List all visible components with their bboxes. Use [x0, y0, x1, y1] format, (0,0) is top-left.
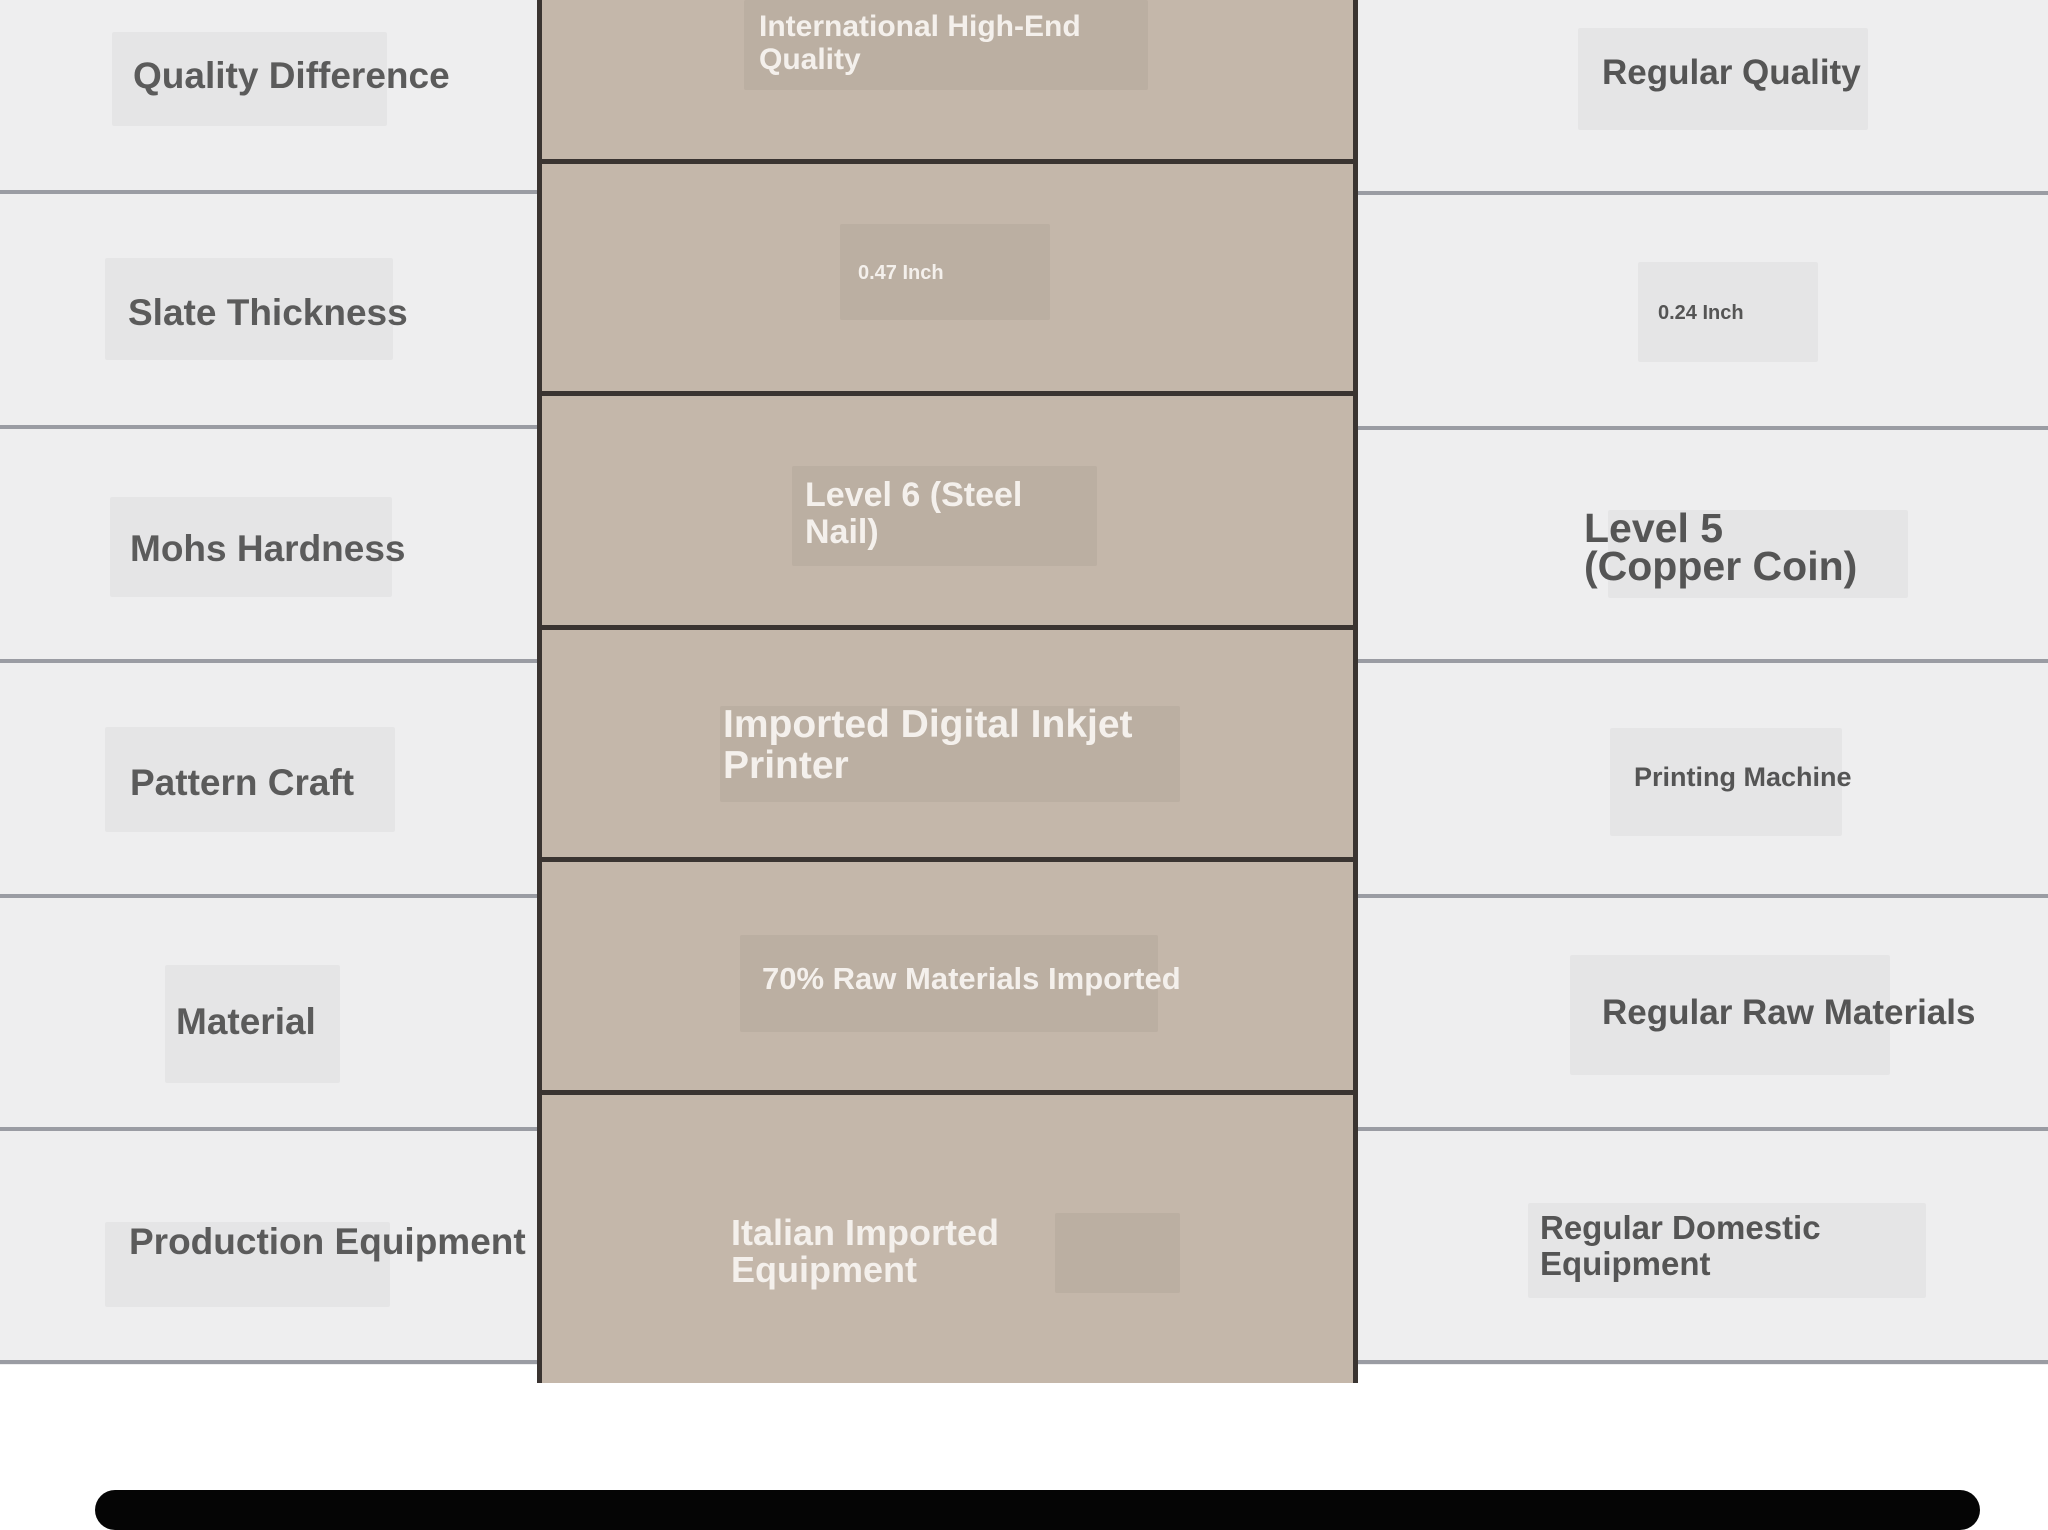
regular-thickness: 0.24 Inch [1658, 302, 1744, 324]
row-label-pattern-craft: Pattern Craft [130, 762, 355, 803]
row-divider [0, 659, 537, 663]
row-divider [1358, 1127, 2048, 1131]
premium-hardness: Level 6 (Steel Nail) [805, 476, 1023, 552]
bottom-bar [95, 1490, 1980, 1530]
row-divider [0, 425, 537, 429]
text-backdrop [1055, 1213, 1180, 1293]
row-divider [0, 894, 537, 898]
premium-thickness: 0.47 Inch [858, 262, 944, 284]
premium-pattern-craft: Imported Digital Inkjet Printer [723, 703, 1133, 787]
row-divider [0, 1127, 537, 1131]
regular-hardness: Level 5 (Copper Coin) [1584, 505, 1858, 589]
premium-material: 70% Raw Materials Imported [762, 961, 1181, 996]
regular-pattern-craft: Printing Machine [1634, 762, 1852, 792]
premium-production-equipment: Italian Imported Equipment [731, 1212, 1000, 1290]
regular-quality: Regular Quality [1602, 53, 1861, 92]
row-divider [537, 1090, 1358, 1095]
row-label-production-equipment: Production Equipment [129, 1221, 526, 1262]
row-divider [1358, 191, 2048, 195]
regular-production-equipment: Regular Domestic Equipment [1540, 1209, 1821, 1283]
row-divider [1358, 426, 2048, 430]
row-divider [0, 190, 537, 194]
row-label-mohs-hardness: Mohs Hardness [130, 528, 406, 569]
row-divider [1358, 894, 2048, 898]
regular-column [1358, 0, 2048, 1365]
row-divider [537, 625, 1358, 630]
row-label-quality-difference: Quality Difference [133, 55, 450, 96]
premium-quality: International High-End Quality [759, 10, 1081, 76]
regular-material: Regular Raw Materials [1602, 993, 1976, 1032]
premium-column [537, 0, 1358, 1383]
row-divider [0, 1360, 537, 1364]
row-label-slate-thickness: Slate Thickness [128, 292, 408, 333]
row-divider [1358, 1360, 2048, 1364]
row-divider [537, 159, 1358, 164]
row-label-material: Material [176, 1001, 316, 1042]
row-divider [537, 391, 1358, 396]
attribute-column [0, 0, 537, 1365]
row-divider [1358, 659, 2048, 663]
row-divider [537, 857, 1358, 862]
